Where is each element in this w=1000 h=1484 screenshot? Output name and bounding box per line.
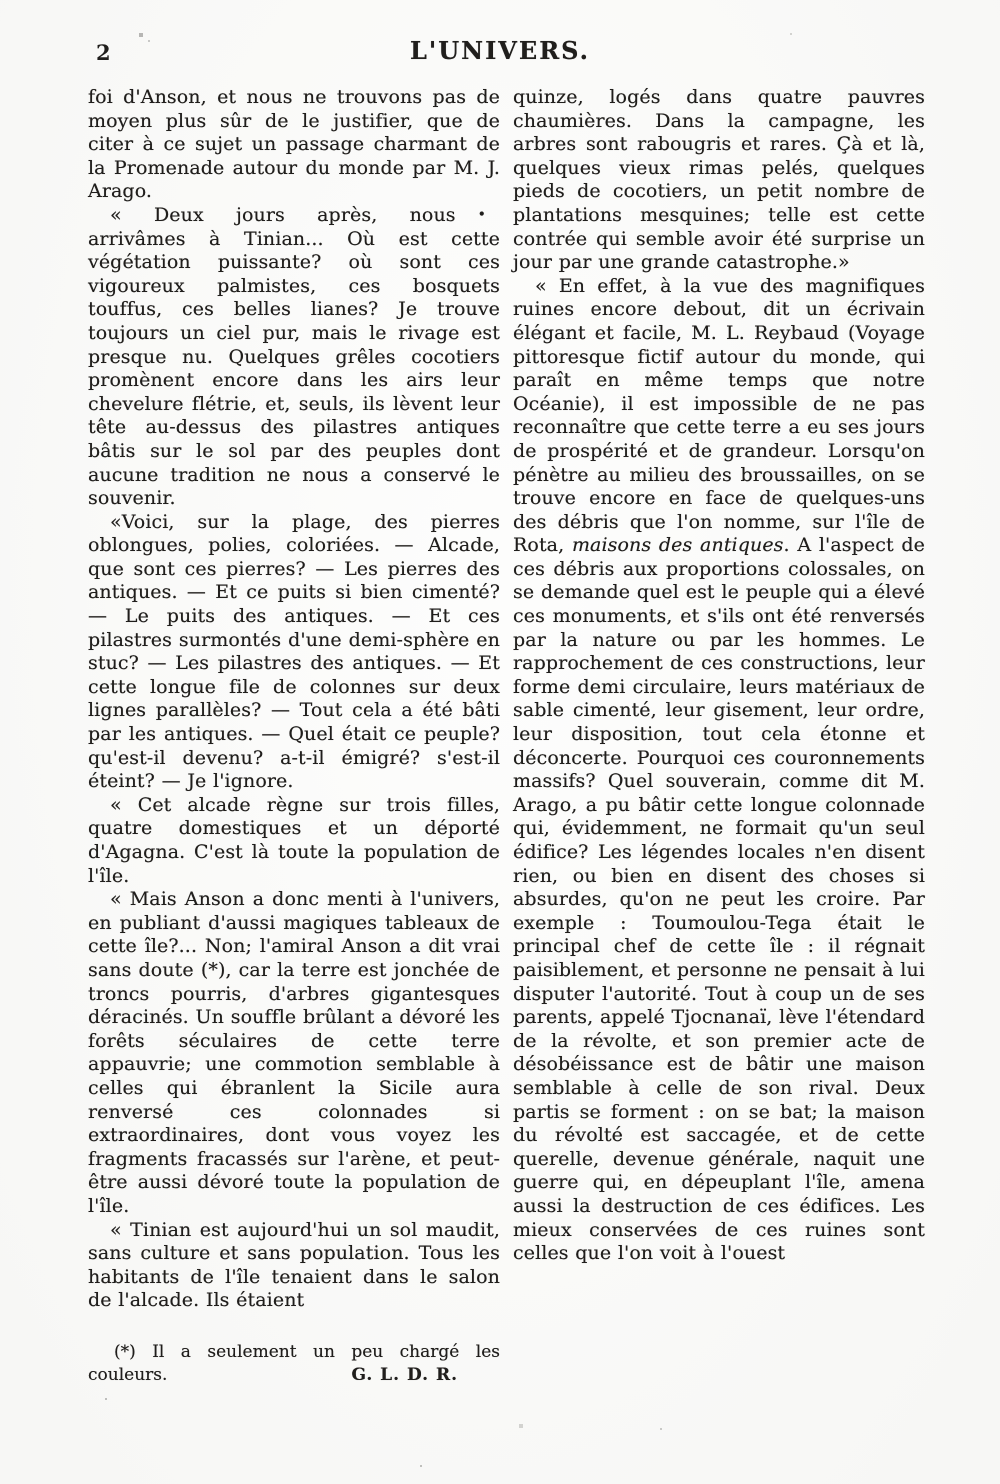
paragraph: « Tinian est aujourd'hui un sol maudit, sans culture et sans population. Tous les habitants de l'île tenaient dans le salon de l'alcade. Ils étaient [88,1218,500,1312]
paragraph: foi d'Anson, et nous ne trouvons pas de moyen plus sûr de le justifier, que de citer à ce sujet un passage charmant de la Promenade autour du monde par M. J. Arago. [88,86,500,203]
paragraph: quinze, logés dans quatre pauvres chaumières. Dans la campagne, les arbres sont rabougris et rares. Çà et là, quelques vieux rimas pelés, quelques pieds de cocotiers, un petit nombre de plantations mesquines; telle est cette contrée qui semble avoir été surprise un jour par une grande catastrophe.» [513,86,925,274]
paragraph: « Mais Anson a donc menti à l'univers, en publiant d'aussi magiques tableaux de cette île?... Non; l'amiral Anson a dit vrai sans doute (*), car la terre est jonchée de troncs pourris, d'arbres gigantesques déracinés. Un souffle brûlant a dévoré les forêts séculaires de cette terre appauvrie; une commotion semblable à celles qui ébranlent la Sicile aura renversé ces colonnades si extraordinaires, dont vous voyez les fragments fracassés sur l'arène, et peut-être aussi dévoré toute la population de l'île. [88,888,500,1217]
footnote [88,1341,500,1387]
text-segment: « Deux jours après, nous arrivâmes à Tinian... Où est cette végétation puissante? où sont ces vigoureux palmistes, ces bosquets touffus, ces belles lianes? Je trouve toujours un ciel pur, mais le rivage est presque nu. Quelques grêles cocotiers promènent encore dans les airs leur chevelure flétrie, et, seuls, ils lèvent leur tête au-dessus des pilastres antiques bâtis sur le sol par des peuples dont aucune tradition ne nous a conservé le souvenir. [88,203,500,510]
text-segment: « En effet, à la vue des magnifiques ruines encore debout, dit un écrivain élégant et facile, M. L. Reybaud (Voyage pittoresque fictif autour du monde, qui paraît en même temps que notre Océanie), il est impossible de ne pas reconnaître que cette terre a eu ses jours de prospérité et de grandeur. Lorsqu'on pénètre au milieu des broussailles, on se trouve encore en face de quelques-uns des débris que l'on nomme, sur l'île de Rota, [513,274,925,557]
left-column [88,86,500,1387]
paragraph [513,275,925,1266]
paragraph: « Cet alcade règne sur trois filles, quatre domestiques et un déporté d'Agagna. C'est là toute la population de l'île. [88,793,500,887]
footnote-text: (*) Il a seulement un peu chargé les couleurs. [88,1341,500,1385]
page-number: 2 [96,40,111,65]
text-segment: . A l'aspect de ces débris aux proportions colossales, on se demande quel est le peuple qui a élevé ces monuments, et s'ils ont été renversés par la nature ou par les hommes. Le rapprochement de ces constructions, leur forme demi circulaire, leurs matériaux de sable cimenté, leur gisement, leur ordre, leur disposition, tout cela étonne et déconcerte. Pourquoi ces couronnements massifs? Quel souverain, comme dit M. Arago, a pu bâtir cette longue colonnade qui, évidemment, ne formait qu'un seul édifice? Les légendes locales n'en disent rien, ou bien en disent des choses si absurdes, qu'on ne peut les croire. Par exemple : Toumoulou-Tega était le principal chef de cette île : il régnait paisiblement, et personne ne pensait à lui disputer l'autorité. Tout à coup un de ses parents, appelé Tjocnanaï, lève l'étendard de la révolte, et son premier acte de désobéissance est de bâtir une maison semblable à celle de son rival. Deux partis se forment : on se bat; la maison du révolté est saccagée, et de cette querelle, devenue générale, naquit une guerre qui, en dépeuplant l'île, amena aussi la destruction de ces édifices. Les mieux conservées de ces ruines sont celles que l'on voit à l'ouest [513,534,925,1265]
text-columns [88,86,925,1387]
paragraph [88,204,500,511]
footnote-signature: G. L. D. R. [351,1364,458,1385]
right-column [513,86,925,1387]
page-header [88,36,925,70]
italic-phrase: maisons des antiques [571,534,784,557]
scan-specks [0,0,2,2]
paragraph: «Voici, sur la plage, des pierres oblongues, polies, coloriées. — Alcade, que sont ces pierres? — Les pierres des antiques. — Et ce puits si bien cimenté? — Le puits des antiques. — Et ces pilastres surmontés d'une demi-sphère en stuc? — Les pilastres des antiques. — Et cette longue file de colonnes sur deux lignes parallèles? — Tout cela a été bâti par les antiques. — Quel était ce peuple? qu'est-il devenu? a-t-il émigré? s'est-il éteint? — Je l'ignore. [88,510,500,793]
journal-title: L'UNIVERS. [409,36,590,65]
printer-dot: • [477,206,486,223]
